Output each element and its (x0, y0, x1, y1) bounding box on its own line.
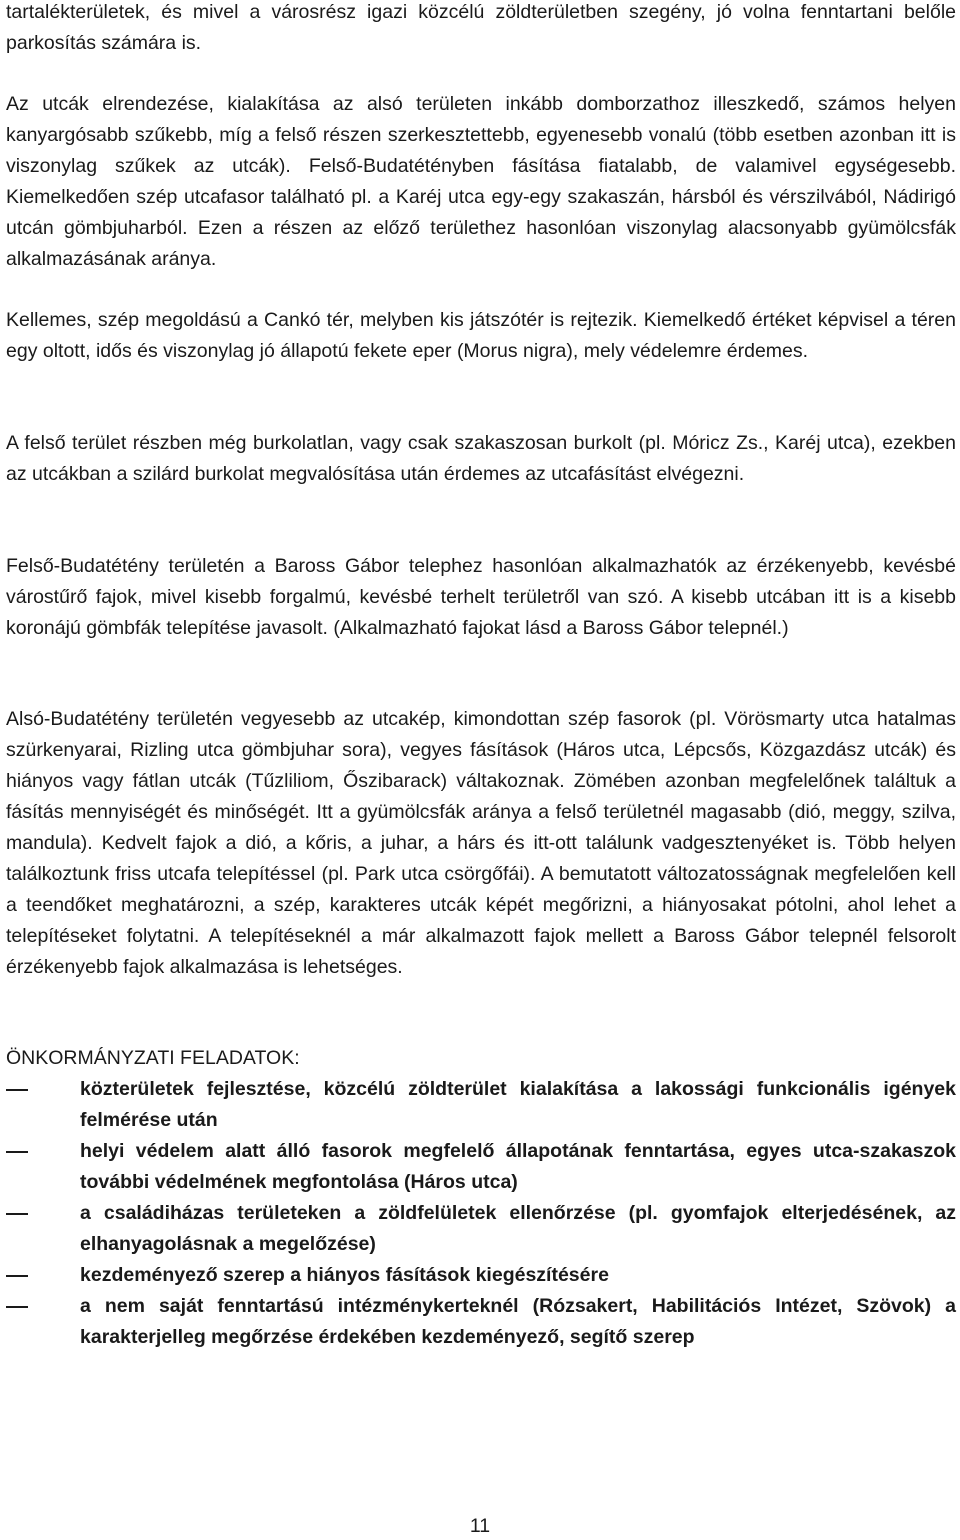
task-text: a nem saját fenntartású intézménykerteknél (Rózsakert, Habilitációs Intézet, Szövok) a karakterjelleg megőrzése érdekében kezdeményező, segítő szerep (80, 1295, 956, 1348)
paragraph-also-budateteny: Alsó-Budatétény területén vegyesebb az utcakép, kimondottan szép fasorok (pl. Vörösmarty utca hatalmas szürkenyarai, Rizling utca gömbjuhar sora), vegyes fásítások (Háros utca, Lépcsős, Közgazdász utcák) és hiányos vagy fátlan utcák (Tűzliliom, Őszibarack) váltakoznak. Zömében azonban megfelelőnek találtuk a fásítás mennyiségét és minőségét. Itt a gyümölcsfák aránya a felső területnél magasabb (dió, meggy, szilva, mandula). Kedvelt fajok a dió, a kőris, a juhar, a hárs és itt-ott találunk vadgesztenyéket is. Több helyen találkoztunk friss utcafa telepítéssel (pl. Park utca csörgőfái). A bemutatott változatosságnak megfelelően kell a teendőket meghatározni, a szép, karakteres utcák képét megőrizni, a hiányosakat pótolni, ahol lehet a telepítéseket folytatni. A telepítéseknél a már alkalmazott fajok mellett a Baross Gábor telepnél felsorolt érzékenyebb fajok alkalmazása is lehetséges. (6, 708, 956, 978)
task-text: helyi védelem alatt álló fasorok megfelelő állapotának fenntartása, egyes utca-szakaszok további védelmének megfontolása (Háros utca) (80, 1140, 956, 1193)
paragraph-continuation: tartalékterületek, és mivel a városrész igazi közcélú zöldterületben szegény, jó volna fenntartani belőle parkosítás számára is. (6, 1, 956, 54)
dash-bullet-icon (6, 1306, 28, 1308)
page-number: 11 (469, 1515, 491, 1537)
task-list-item (6, 1074, 956, 1136)
task-list (6, 1074, 956, 1353)
task-list-item (6, 1291, 956, 1353)
dash-bullet-icon (6, 1213, 28, 1215)
task-list-item (6, 1198, 956, 1260)
task-list-item (6, 1260, 956, 1291)
paragraph-upper-area-paving: A felső terület részben még burkolatlan, vagy csak szakaszosan burkolt (pl. Móricz Zs., Karéj utca), ezekben az utcákban a szilárd burkolat megvalósítása után érdemes az utcafásítást elvégezni. (6, 432, 956, 485)
dash-bullet-icon (6, 1089, 28, 1091)
task-list-item (6, 1136, 956, 1198)
paragraph-canko-ter: Kellemes, szép megoldású a Cankó tér, melyben kis játszótér is rejtezik. Kiemelkedő értéket képvisel a téren egy oltott, idős és viszonylag jó állapotú fekete eper (Morus nigra), mely védelemre érdemes. (6, 309, 956, 362)
dash-bullet-icon (6, 1275, 28, 1277)
paragraph-street-layout: Az utcák elrendezése, kialakítása az alsó területen inkább domborzathoz illeszkedő, számos helyen kanyargósabb szűkebb, míg a felső részen szerkesztettebb, egyenesebb vonalú (több esetben azonban itt is viszonylag szűkek az utcák). Felső-Budatétényben fásítása fiatalabb, de valamivel egységesebb. Kiemelkedően szép utcafasor található pl. a Karéj utca egy-egy szakaszán, hársból és vérszilvából, Nádirigó utcán gömbjuharból. Ezen a részen az előző területhez hasonlóan viszonylag alacsonyabb gyümölcsfák alkalmazásának aránya. (6, 93, 956, 270)
task-text: kezdeményező szerep a hiányos fásítások kiegészítésére (80, 1264, 609, 1286)
paragraph-felso-budateteny: Felső-Budatétény területén a Baross Gábor telephez hasonlóan alkalmazhatók az érzékenyebb, kevésbé várostűrő fajok, mivel kisebb forgalmú, kevésbé terhelt területről van szó. A kisebb utcában itt is a kisebb koronájú gömbfák telepítése javasolt. (Alkalmazható fajokat lásd a Baross Gábor telepnél.) (6, 555, 956, 639)
task-text: a családiházas területeken a zöldfelületek ellenőrzése (pl. gyomfajok elterjedésének, az elhanyagolásnak a megelőzése) (80, 1202, 956, 1255)
dash-bullet-icon (6, 1151, 28, 1153)
task-text: közterületek fejlesztése, közcélú zöldterület kialakítása a lakossági funkcionális igények felmérése után (80, 1078, 956, 1131)
tasks-heading: ÖNKORMÁNYZATI FELADATOK: (6, 1047, 300, 1069)
